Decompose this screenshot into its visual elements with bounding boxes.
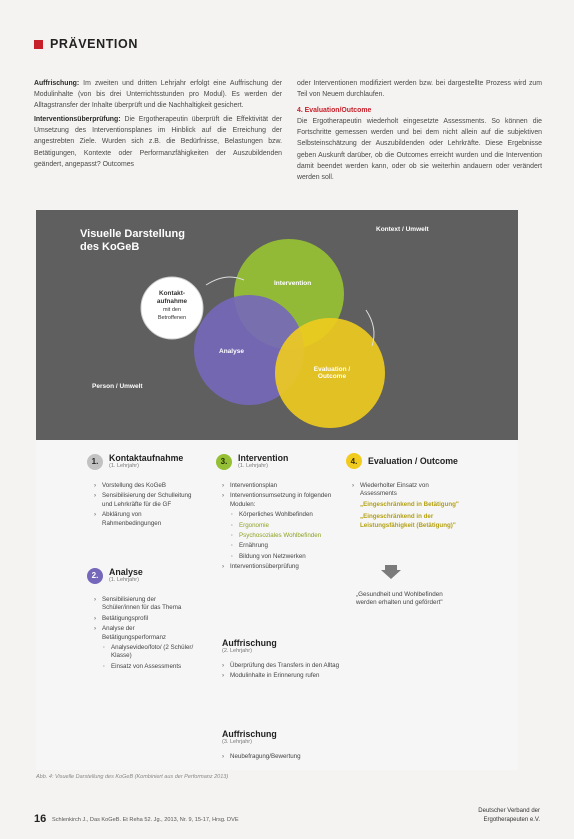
sub-list-item: · Psychosoziales Wohlbefinden (231, 532, 340, 540)
page-number: 16 (34, 813, 47, 825)
footer-citation: Schlenkirch J., Das KoGeB. Et Reha 52. Jg., 2013, Nr. 9, 15-17, Hrsg. DVE (52, 817, 239, 823)
venn-diagram (36, 210, 518, 450)
intervention-circle-label: Intervention (274, 280, 312, 287)
down-arrow-icon (381, 565, 401, 579)
paragraph-auffrischung (34, 78, 282, 111)
label-person-umwelt: Person / Umwelt (92, 383, 143, 390)
list-item: › Analyse der Betätigungsperformanz (94, 625, 194, 642)
step-2-sub: (1. Lehrjahr) (109, 577, 139, 583)
evaluation-label-line: Outcome (317, 373, 347, 380)
figure-title-line: Visuelle Darstellung (80, 228, 185, 240)
contact-label-line: Betroffenen (157, 315, 187, 321)
step-1-list (94, 482, 194, 530)
analyse-circle-label: Analyse (219, 348, 244, 355)
list-item: › Betätigungsprofil (94, 615, 194, 623)
paragraph-evaluation: Die Ergotherapeutin wiederholt eingesetzte Assessments. So können die Fortschritte gemessen werden und bei dem nicht allein auf die subjektiven Selbsteinschätzung der Auszubildenden oder Lehrkräfte. Diese Ergebnisse geben Auskunft darüber, ob die Outcomes erreicht wurden und die Intervention damit beendet werden kann, oder ob sie weiterhin andauern oder verändert werden soll. (297, 118, 542, 181)
highlight-text: „Eingeschränkend in Betätigung" (360, 500, 459, 508)
refresh-2-list (222, 753, 340, 763)
refresh-2-header (222, 729, 277, 746)
step-3-sub: (1. Lehrjahr) (238, 463, 268, 469)
step-2-list (94, 596, 194, 673)
contact-circle-label (141, 290, 203, 322)
step-1-number: 1. (87, 454, 103, 470)
step-3-number: 3. (216, 454, 232, 470)
organization-line: Deutscher Verband der (478, 808, 540, 814)
step-4-list (352, 482, 460, 530)
highlight-text: „Eingeschränkend in der Leistungsfähigkeit (Betätigung)" (360, 513, 456, 529)
refresh-1-sub: (2. Lehrjahr) (222, 648, 252, 654)
outcome-text: „Gesundheit und Wohlbefinden werden erhalten und gefördert" (356, 591, 443, 607)
step-1-title: Kontaktaufnahme (109, 453, 184, 463)
step-4-header (346, 453, 458, 469)
step-1-sub: (1. Lehrjahr) (109, 463, 139, 469)
contact-label-line: aufnahme (156, 298, 188, 305)
refresh-1-title: Auffrischung (222, 638, 277, 648)
refresh-2-title: Auffrischung (222, 729, 277, 739)
list-item: › Modulinhalte in Erinnerung rufen (222, 672, 340, 680)
evaluation-heading (297, 105, 542, 116)
refresh-1-header (222, 638, 277, 655)
step-2-header (87, 567, 143, 584)
sub-list-item: · Bildung von Netzwerken (231, 553, 340, 561)
list-item: › Interventionsplan (222, 482, 340, 490)
sub-list-item: · Einsatz von Assessments (103, 663, 194, 671)
paragraph-continuation: oder Interventionen modifiziert werden bzw. bei dargestellte Prozess wird zum Teil von Neuem durchlaufen. (297, 80, 542, 99)
sub-list-item: · Ergonomie (231, 522, 340, 530)
section-header (34, 37, 138, 51)
paragraph-text: Die Ergotherapeutin überprüft die Effektivität der Umsetzung des Interventionsplanes im Hinblick auf die Erreichung der angestrebten Ziele. Wurden sich z.B. die Bedürfnisse, Belastungen bzw. Betätigungen, Kontexte oder Performanzfähigkeiten der Auszubildenden geändert, angepasst? Outcomes (34, 116, 282, 168)
step-3-list (222, 482, 340, 574)
sub-list-item: · Körperliches Wohlbefinden (231, 511, 340, 519)
list-item: › Überprüfung des Transfers in den Alltag (222, 662, 340, 670)
step-4-number: 4. (346, 453, 362, 469)
paragraph-lead: Interventionsüberprüfung: (34, 116, 121, 124)
left-text-column (34, 78, 282, 173)
list-item: › Vorstellung des KoGeB (94, 482, 194, 490)
evaluation-label-line: Evaluation / (313, 366, 351, 373)
refresh-2-sub: (3. Lehrjahr) (222, 739, 252, 745)
evaluation-circle-label (310, 366, 354, 380)
paragraph-interventionsueberpruefung (34, 114, 282, 169)
footer-organization (452, 807, 540, 824)
list-item: › Wiederholter Einsatz von Assessments (352, 482, 460, 499)
figure-caption: Abb. 4: Visuelle Darstellung des KoGeB (Kombiniert aus der Performanz 2013) (36, 774, 229, 780)
sub-list-item: · Analysevideo/foto/ (2 Schüler/ Klasse) (103, 644, 194, 661)
contact-label-line: Kontakt- (159, 290, 185, 297)
list-item: › Interventionsüberprüfung (222, 563, 340, 571)
section-title: PRÄVENTION (50, 37, 138, 51)
list-item: › Interventionsumsetzung in folgenden Modulen: (222, 492, 340, 509)
list-item: › Sensibilisierung der Schüler/innen für das Thema (94, 596, 194, 613)
paragraph-text: Im zweiten und dritten Lehrjahr erfolgt eine Auffrischung der Modulinhalte (von bis drei Unterrichtsstunden pro Modul). Es werden der Alltagstransfer der Inhalte überprüft und die Nachhaltigkeit gesichert. (34, 80, 282, 110)
list-item: › Abklärung von Rahmenbedingungen (94, 511, 194, 528)
step-1-header (87, 453, 183, 470)
step-2-title: Analyse (109, 567, 143, 577)
step-3-header (216, 453, 288, 470)
sub-list-item: · Ernährung (231, 542, 340, 550)
organization-line: Ergotherapeuten e.V. (483, 816, 540, 823)
step-2-number: 2. (87, 568, 103, 584)
contact-label-line: mit den (162, 307, 182, 313)
step-4-title: Evaluation / Outcome (368, 456, 458, 466)
refresh-1-list (222, 662, 340, 683)
list-item: › Sensibilisierung der Schulleitung und Lehrkräfte für die GF (94, 492, 194, 509)
paragraph-lead: Auffrischung: (34, 80, 80, 87)
red-square-icon (34, 40, 43, 49)
figure-title-line: des KoGeB (80, 241, 140, 253)
label-kontext-umwelt: Kontext / Umwelt (376, 226, 429, 233)
evaluation-heading-text: 4. Evaluation/Outcome (297, 107, 372, 115)
step-3-title: Intervention (238, 453, 289, 463)
right-text-column (297, 78, 542, 186)
list-item: › Neubefragung/Bewertung (222, 753, 340, 761)
kogeb-figure (36, 210, 518, 770)
